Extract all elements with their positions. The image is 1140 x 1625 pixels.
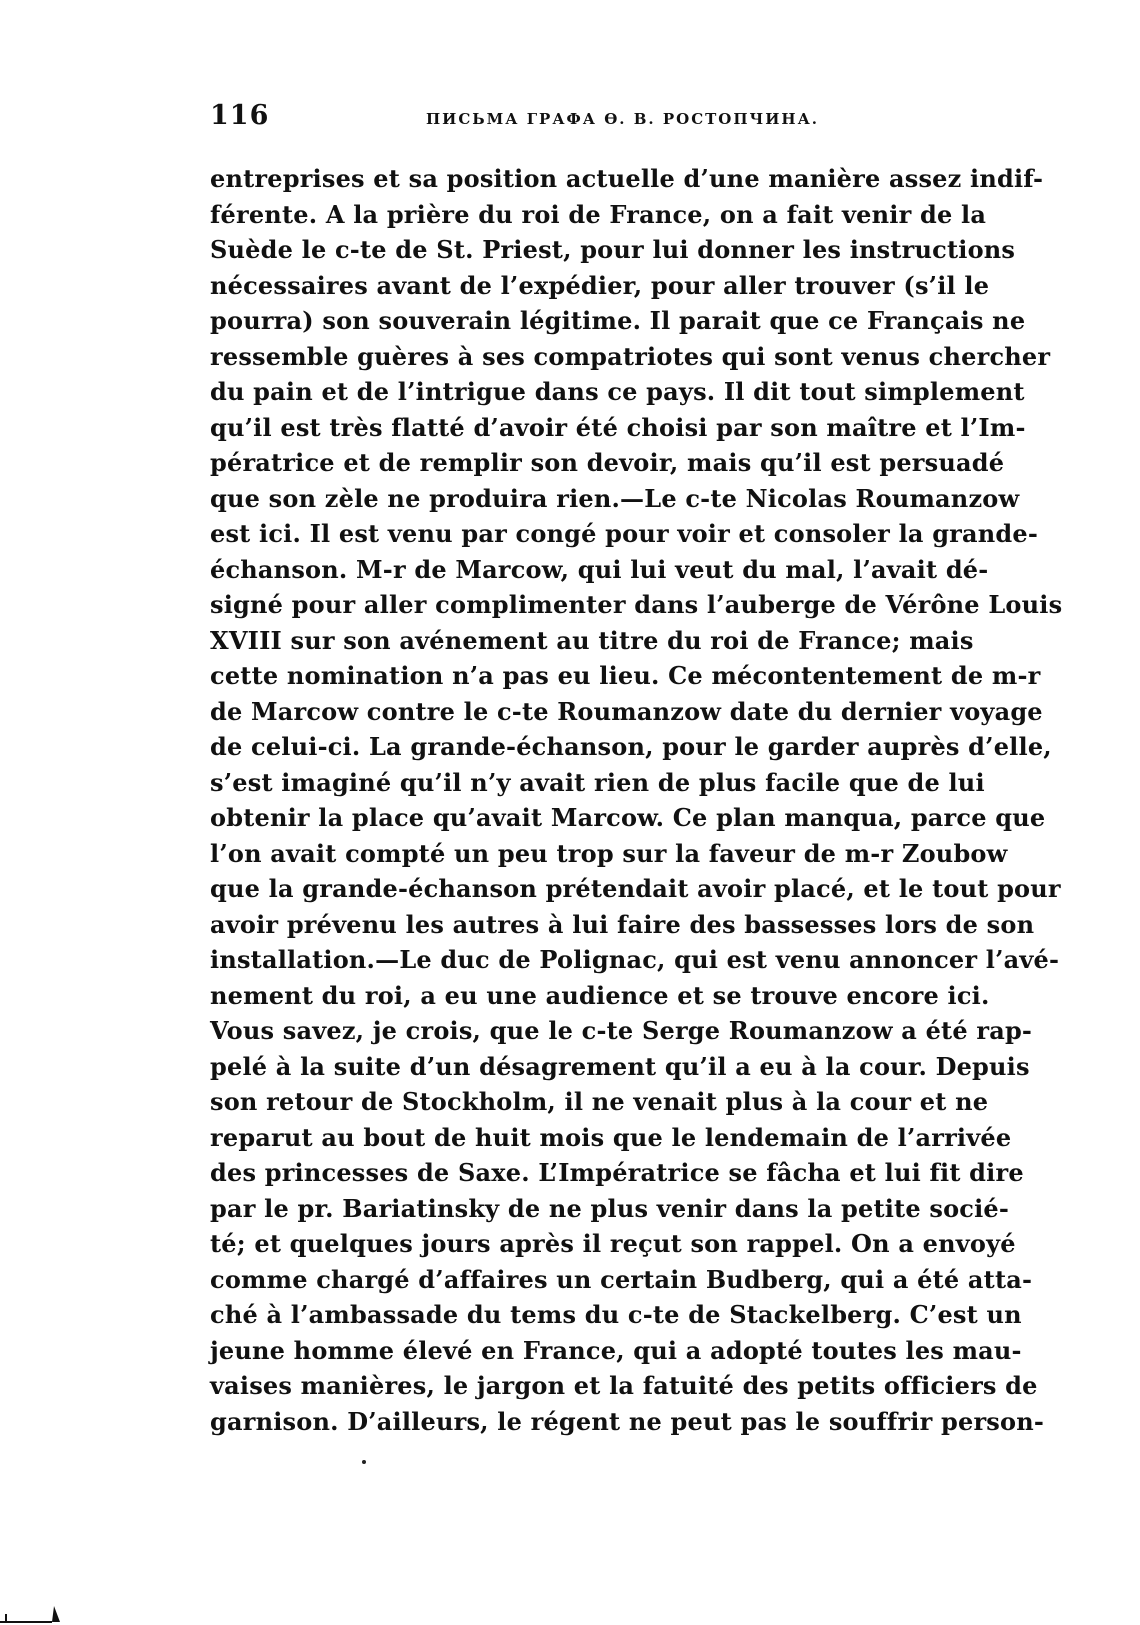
text-line: jeune homme élevé en France, qui a adopté toutes les mau-	[210, 1335, 1022, 1365]
text-line: XVIII sur son avénement au titre du roi de France; mais	[210, 625, 974, 655]
text-line: obtenir la place qu’avait Marcow. Ce plan manqua, parce que	[210, 803, 1046, 832]
text-line: est ici. Il est venu par congé pour voir et consoler la grande-	[210, 519, 1039, 548]
text-line: férente. A la prière du roi de France, on a fait venir de la	[210, 199, 987, 229]
text-line: pelé à la suite d’un désagrement qu’il a eu à la cour. Depuis	[210, 1051, 1030, 1081]
body-text	[210, 161, 1063, 1439]
text-line: signé pour aller complimenter dans l’auberge de Vérône Louis	[210, 590, 1063, 619]
text-line: avoir prévenu les autres à lui faire des bassesses lors de son	[210, 909, 1035, 939]
text-line: garnison. D’ailleurs, le régent ne peut pas le souffrir person-	[210, 1406, 1045, 1436]
stray-dot	[362, 1460, 366, 1464]
text-line: ché à l’ambassade du tems du c-te de Stackelberg. C’est un	[210, 1300, 1022, 1329]
text-line: té; et quelques jours après il reçut son rappel. On a envoyé	[210, 1229, 1016, 1258]
text-line: entreprises et sa position actuelle d’une manière assez indif-	[210, 164, 1044, 193]
text-line: s’est imaginé qu’il n’y avait rien de plus facile que de lui	[210, 767, 985, 797]
text-line: comme chargé d’affaires un certain Budberg, qui a été atta-	[210, 1264, 1033, 1294]
text-line: installation.—Le duc de Polignac, qui est venu annoncer l’avé-	[210, 945, 1060, 974]
text-line: qu’il est très flatté d’avoir été choisi par son maître et l’Im-	[210, 412, 1026, 442]
text-line: que la grande-échanson prétendait avoir placé, et le tout pour	[210, 874, 1061, 903]
text-line: nement du roi, a eu une audience et se trouve encore ici.	[210, 980, 990, 1010]
text-line: que son zèle ne produira rien.—Le c-te Nicolas Roumanzow	[210, 483, 1020, 513]
text-line: son retour de Stockholm, il ne venait plus à la cour et ne	[210, 1087, 989, 1116]
text-line: échanson. M-r de Marcow, qui lui veut du mal, l’avait dé-	[210, 554, 989, 584]
text-line: Vous savez, je crois, que le c-te Serge Roumanzow a été rap-	[210, 1016, 1033, 1045]
text-line: nécessaires avant de l’expédier, pour aller trouver (s’il le	[210, 270, 990, 300]
text-line: reparut au bout de huit mois que le lendemain de l’arrivée	[210, 1122, 1012, 1152]
text-line: par le pr. Bariatinsky de ne plus venir dans la petite socié-	[210, 1193, 1010, 1223]
text-line: ressemble guères à ses compatriotes qui sont venus chercher	[210, 341, 1051, 371]
text-line: cette nomination n’a pas eu lieu. Ce mécontentement de m-r	[210, 661, 1041, 690]
text-line: Suède le c-te de St. Priest, pour lui donner les instructions	[210, 235, 1016, 264]
running-head: ПИСЬМА ГРАФА Ѳ. В. РОСТОПЧИНА.	[426, 110, 820, 128]
page-number: 116	[210, 100, 270, 131]
corner-mark-icon	[0, 1596, 70, 1624]
text-line: de Marcow contre le c-te Roumanzow date du dernier voyage	[210, 696, 1043, 726]
text-line: l’on avait compté un peu trop sur la faveur de m-r Zoubow	[210, 838, 1008, 868]
text-line: pératrice et de remplir son devoir, mais qu’il est persuadé	[210, 448, 1005, 477]
text-line: des princesses de Saxe. L’Impératrice se fâcha et lui fit dire	[210, 1158, 1024, 1187]
text-line: pourra) son souverain légitime. Il parait que ce Français ne	[210, 306, 1026, 335]
text-line: de celui-ci. La grande-échanson, pour le garder auprès d’elle,	[210, 732, 1052, 761]
text-line: du pain et de l’intrigue dans ce pays. Il dit tout simplement	[210, 377, 1025, 406]
page-header	[210, 100, 972, 140]
text-line: vaises manières, le jargon et la fatuité des petits officiers de	[210, 1371, 1038, 1400]
